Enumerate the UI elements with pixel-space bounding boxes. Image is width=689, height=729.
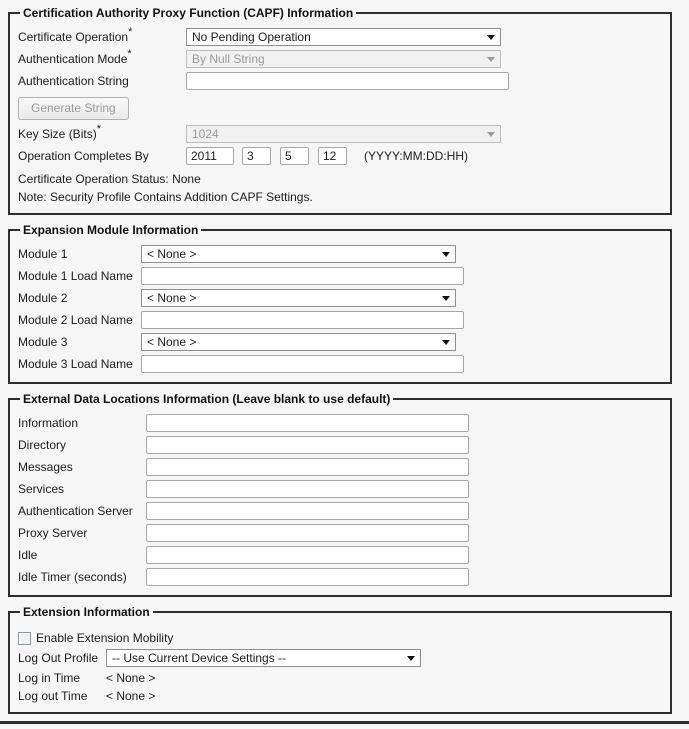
logout-time-label: Log out Time xyxy=(18,689,88,703)
module-1-select[interactable] xyxy=(141,245,456,263)
chevron-down-icon xyxy=(487,35,495,40)
information-row xyxy=(18,414,662,432)
module-2-select[interactable] xyxy=(141,289,456,307)
logout-profile-row xyxy=(18,649,662,667)
key-size-value: 1024 xyxy=(192,127,219,141)
authentication-mode-select xyxy=(186,50,501,68)
module-3-row xyxy=(18,333,662,351)
idle-timer-label: Idle Timer (seconds) xyxy=(18,570,127,584)
directory-label: Directory xyxy=(18,438,67,452)
module-1-value: < None > xyxy=(147,247,197,261)
operation-completes-row xyxy=(18,147,662,165)
certificate-operation-status: Certificate Operation Status: None xyxy=(18,172,201,186)
authentication-mode-row xyxy=(18,50,662,68)
module-2-load-name-row xyxy=(18,311,662,329)
services-input[interactable] xyxy=(146,480,469,498)
authentication-mode-value: By Null String xyxy=(192,52,265,66)
information-label: Information xyxy=(18,416,79,430)
date-hour-input[interactable] xyxy=(318,147,347,165)
operation-completes-label: Operation Completes By xyxy=(18,149,149,163)
information-input[interactable] xyxy=(146,414,469,432)
module-1-load-name-input[interactable] xyxy=(141,267,464,285)
external-section-title: External Data Locations Information (Leave blank to use default) xyxy=(23,392,391,406)
chevron-down-icon xyxy=(487,132,495,137)
required-marker: * xyxy=(96,123,101,135)
module-2-value: < None > xyxy=(147,291,197,305)
capf-section xyxy=(8,6,672,215)
proxy-server-label: Proxy Server xyxy=(18,526,88,540)
module-3-select[interactable] xyxy=(141,333,456,351)
module-1-load-name-row xyxy=(18,267,662,285)
extension-section-title: Extension Information xyxy=(23,605,150,619)
required-marker: * xyxy=(128,26,133,38)
module-2-label: Module 2 xyxy=(18,291,68,305)
certificate-operation-label: Certificate Operation* xyxy=(18,26,133,44)
login-time-row xyxy=(18,671,662,685)
chevron-down-icon xyxy=(407,656,415,661)
messages-row xyxy=(18,458,662,476)
expansion-section-title: Expansion Module Information xyxy=(23,223,199,237)
key-size-label: Key Size (Bits)* xyxy=(18,123,101,141)
messages-label: Messages xyxy=(18,460,73,474)
logout-time-row xyxy=(18,689,662,703)
chevron-down-icon xyxy=(442,252,450,257)
authentication-string-row xyxy=(18,72,662,90)
logout-time-value: < None > xyxy=(106,689,156,703)
module-2-load-name-input[interactable] xyxy=(141,311,464,329)
module-3-load-name-input[interactable] xyxy=(141,355,464,373)
enable-extension-mobility-checkbox[interactable] xyxy=(18,632,31,645)
messages-input[interactable] xyxy=(146,458,469,476)
external-data-section xyxy=(8,392,672,597)
enable-extension-mobility-label: Enable Extension Mobility xyxy=(36,631,174,645)
authentication-server-input[interactable] xyxy=(146,502,469,520)
date-month-input[interactable] xyxy=(242,147,271,165)
date-day-input[interactable] xyxy=(280,147,309,165)
capf-section-title: Certification Authority Proxy Function (CAPF) Information xyxy=(23,6,354,20)
logout-profile-value: -- Use Current Device Settings -- xyxy=(112,651,287,665)
authentication-string-input[interactable] xyxy=(186,72,509,90)
module-3-label: Module 3 xyxy=(18,335,68,349)
proxy-server-input[interactable] xyxy=(146,524,469,542)
authentication-server-row xyxy=(18,502,662,520)
logout-profile-select[interactable] xyxy=(106,649,421,667)
certificate-operation-row xyxy=(18,28,662,46)
login-time-label: Log in Time xyxy=(18,671,81,685)
generate-string-button: Generate String xyxy=(18,97,129,120)
login-time-value: < None > xyxy=(106,671,156,685)
generate-string-row xyxy=(18,90,662,121)
enable-extension-mobility-row xyxy=(18,631,662,645)
certificate-operation-value: No Pending Operation xyxy=(192,30,311,44)
security-profile-note: Note: Security Profile Contains Addition CAPF Settings. xyxy=(18,190,313,204)
required-marker: * xyxy=(127,48,132,60)
services-row xyxy=(18,480,662,498)
module-3-value: < None > xyxy=(147,335,197,349)
extension-section xyxy=(8,605,672,714)
directory-row xyxy=(18,436,662,454)
module-2-row xyxy=(18,289,662,307)
date-format-hint: (YYYY:MM:DD:HH) xyxy=(364,149,469,163)
directory-input[interactable] xyxy=(146,436,469,454)
idle-timer-row xyxy=(18,568,662,586)
idle-input[interactable] xyxy=(146,546,469,564)
module-1-row xyxy=(18,245,662,263)
section-divider xyxy=(0,721,689,724)
module-1-label: Module 1 xyxy=(18,247,68,261)
module-3-load-name-row xyxy=(18,355,662,373)
authentication-string-label: Authentication String xyxy=(18,74,129,88)
authentication-server-label: Authentication Server xyxy=(18,504,133,518)
chevron-down-icon xyxy=(442,340,450,345)
idle-timer-input[interactable] xyxy=(146,568,469,586)
proxy-server-row xyxy=(18,524,662,542)
logout-profile-label: Log Out Profile xyxy=(18,651,99,665)
key-size-row xyxy=(18,125,662,143)
date-year-input[interactable] xyxy=(186,147,234,165)
authentication-mode-label: Authentication Mode* xyxy=(18,48,132,66)
idle-row xyxy=(18,546,662,564)
idle-label: Idle xyxy=(18,548,38,562)
module-3-load-name-label: Module 3 Load Name xyxy=(18,357,133,371)
module-1-load-name-label: Module 1 Load Name xyxy=(18,269,133,283)
module-2-load-name-label: Module 2 Load Name xyxy=(18,313,133,327)
chevron-down-icon xyxy=(442,296,450,301)
key-size-select xyxy=(186,125,501,143)
chevron-down-icon xyxy=(487,57,495,62)
expansion-module-section xyxy=(8,223,672,384)
certificate-operation-select[interactable] xyxy=(186,28,501,46)
services-label: Services xyxy=(18,482,65,496)
